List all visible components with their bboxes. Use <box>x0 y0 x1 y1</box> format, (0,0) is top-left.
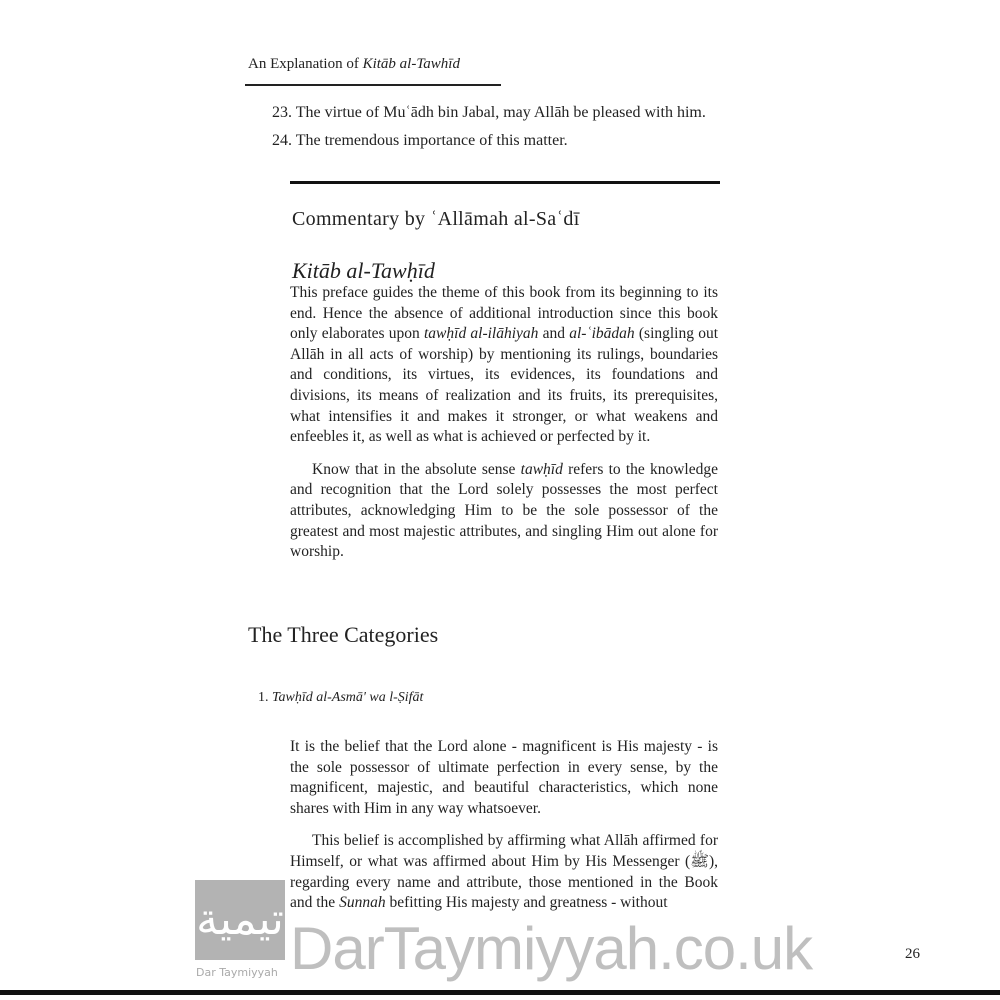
category-body <box>290 737 718 926</box>
paragraph: This belief is accomplished by affirming what Allāh affirmed for Himself, or what was affirmed about Him by His Messenger (ﷺ), regarding every name and attribute, those mentioned in the Book and the Sunnah befitting His majesty and greatness - without <box>290 832 718 912</box>
page-bottom-edge <box>0 990 1000 995</box>
running-head-title: Kitāb al-Tawhīd <box>362 56 460 72</box>
list-item: 24. The tremendous importance of this matter. <box>272 132 568 149</box>
commentary-body <box>290 283 718 575</box>
paragraph: Know that in the absolute sense tawḥīd refers to the knowledge and recognition that the Lord solely possesses the most perfect attributes, acknowledging Him to be the sole possessor of the greatest and most majestic attributes, and singling Him out alone for worship. <box>290 460 718 561</box>
running-head <box>248 56 460 73</box>
logo-caption: Dar Taymiyyah <box>196 966 278 979</box>
section-divider <box>290 181 720 184</box>
category-title: 1. Tawḥīd al-Asmā' wa l-Ṣifāt <box>258 690 424 705</box>
paragraph: It is the belief that the Lord alone - magnificent is His majesty - is the sole possessor of ultimate perfection in every sense, by the magnificent, majestic, and beautiful characteristics, which none shares with Him in any way whatsoever. <box>290 738 718 817</box>
page-number: 26 <box>905 946 920 962</box>
section-title: Kitāb al-Tawḥīd <box>292 258 435 283</box>
commentary-heading: Commentary by ʿAllāmah al-Saʿdī <box>292 208 580 230</box>
paragraph: This preface guides the theme of this book from its beginning to its end. Hence the absence of additional introduction since this book only elaborates upon tawḥīd al-ilāhiyah and al-ʿibādah (singling out Allāh in all acts of worship) by mentioning its rulings, boundaries and conditions, its virtues, its evidences, its foundations and divisions, its means of realization and its fruits, its prerequisites, what intensifies it and makes it stronger, or what weakens and enfeebles it, as well as what is achieved or perfected by it. <box>290 284 719 446</box>
list-item: 23. The virtue of Muʿādh bin Jabal, may Allāh be pleased with him. <box>272 104 706 121</box>
dar-taymiyyah-logo: تيمية <box>195 880 285 960</box>
watermark: DarTaymiyyah.co.uk <box>290 915 813 982</box>
categories-heading: The Three Categories <box>248 622 439 647</box>
running-head-prefix: An Explanation of <box>248 56 363 72</box>
header-rule <box>245 84 501 86</box>
